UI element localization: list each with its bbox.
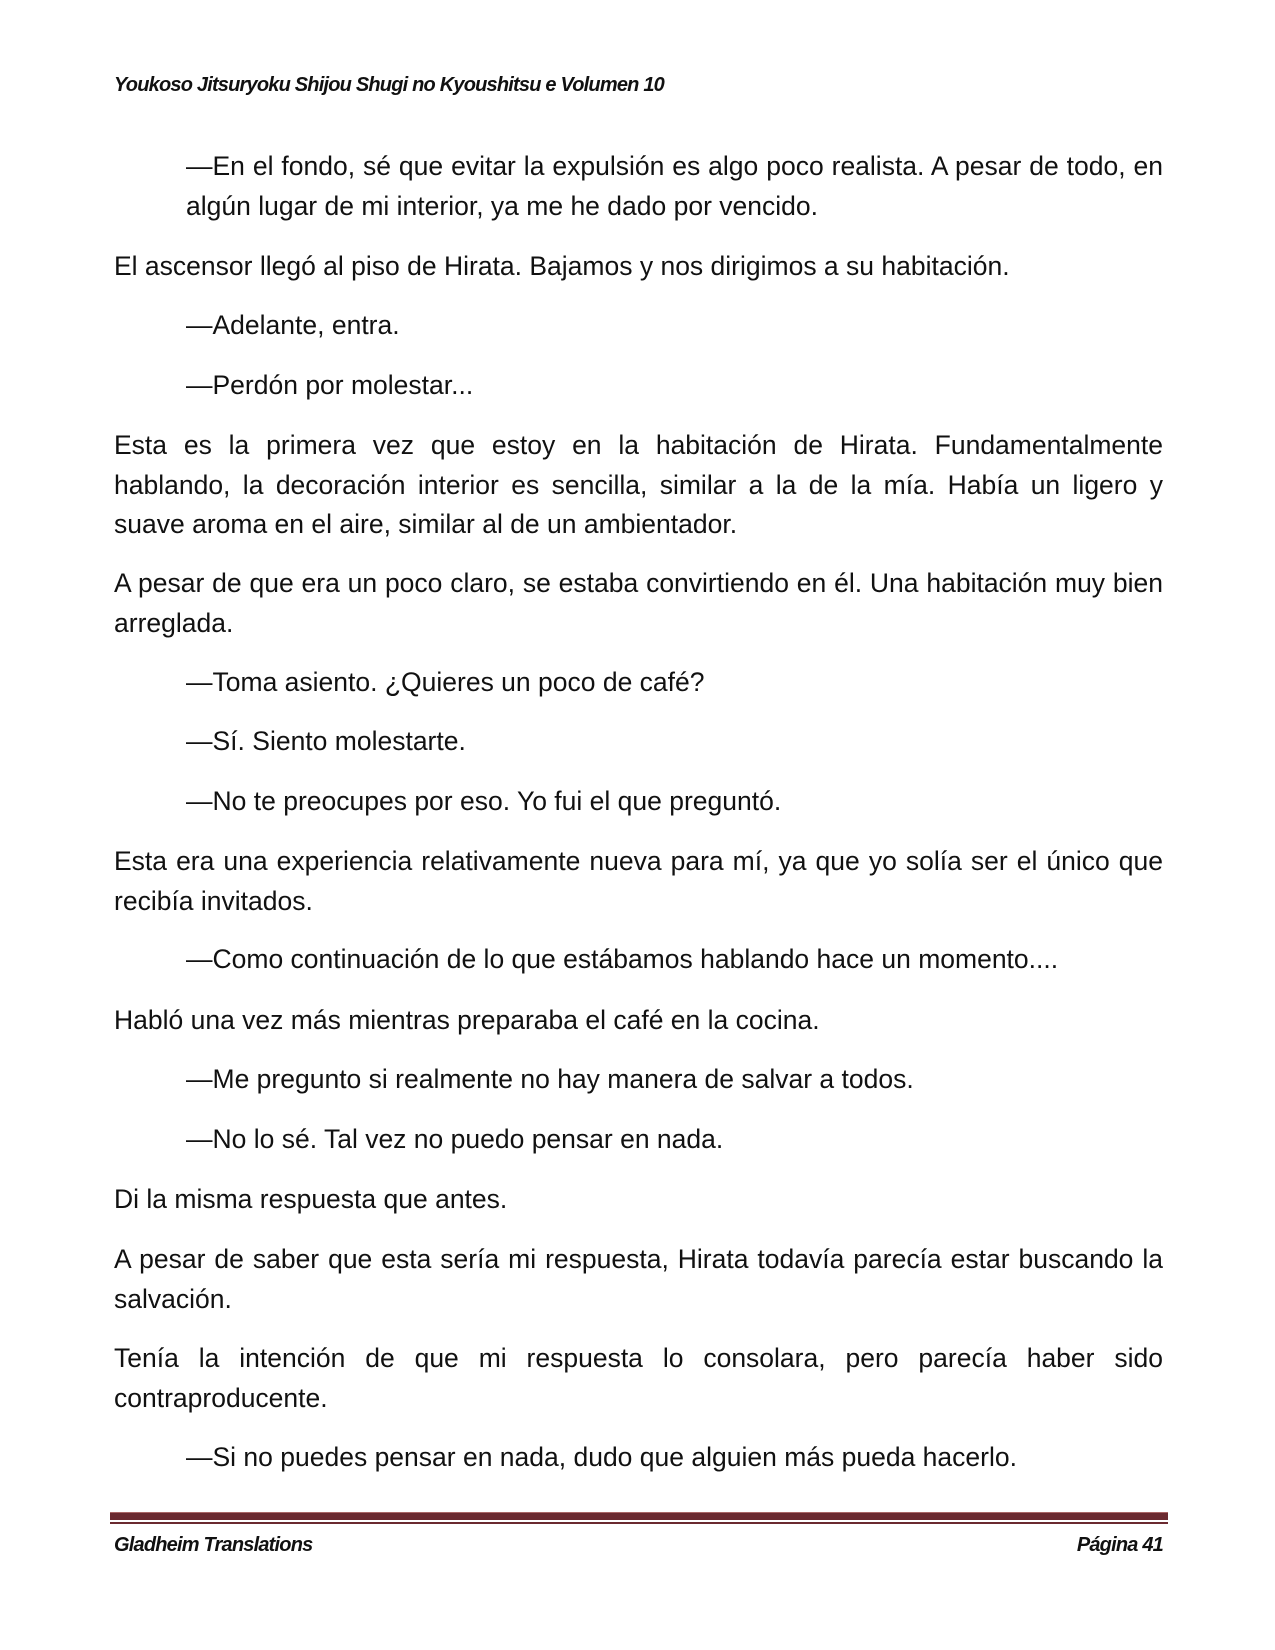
- dialogue-paragraph: —Sí. Siento molestarte.: [186, 726, 466, 756]
- running-header: Youkoso Jitsuryoku Shijou Shugi no Kyoushitsu e Volumen 10: [114, 74, 664, 96]
- footer-credit: Gladheim Translations: [114, 1534, 313, 1556]
- narration-paragraph: Tenía la intención de que mi respuesta lo consolara, pero parecía haber sido contraproducente.: [114, 1343, 1163, 1413]
- dialogue-paragraph: —Perdón por molestar...: [186, 370, 474, 400]
- dialogue-paragraph: —No lo sé. Tal vez no puedo pensar en nada.: [186, 1124, 724, 1154]
- dialogue-paragraph: —Toma asiento. ¿Quieres un poco de café?: [186, 667, 705, 697]
- narration-paragraph: Habló una vez más mientras preparaba el café en la cocina.: [114, 1005, 820, 1035]
- dialogue-paragraph: —Como continuación de lo que estábamos hablando hace un momento....: [186, 944, 1059, 974]
- dialogue-paragraph: —Adelante, entra.: [186, 310, 400, 340]
- dialogue-paragraph: —No te preocupes por eso. Yo fui el que preguntó.: [186, 786, 782, 816]
- page-number: Página 41: [1076, 1534, 1163, 1556]
- footer-rule: [110, 1512, 1168, 1520]
- narration-paragraph: Di la misma respuesta que antes.: [114, 1184, 508, 1214]
- narration-paragraph: El ascensor llegó al piso de Hirata. Bajamos y nos dirigimos a su habitación.: [114, 251, 1010, 281]
- footer-rule-thin: [110, 1522, 1168, 1524]
- dialogue-paragraph: —En el fondo, sé que evitar la expulsión es algo poco realista. A pesar de todo, en algún lugar de mi interior, ya me he dado por vencido.: [186, 151, 1163, 221]
- narration-paragraph: A pesar de que era un poco claro, se estaba convirtiendo en él. Una habitación muy bien arreglada.: [114, 568, 1163, 638]
- narration-paragraph: Esta es la primera vez que estoy en la habitación de Hirata. Fundamentalmente hablando, la decoración interior es sencilla, similar a la de la mía. Había un ligero y suave aroma en el aire, similar al de un ambientador.: [114, 430, 1163, 539]
- narration-paragraph: A pesar de saber que esta sería mi respuesta, Hirata todavía parecía estar buscando la salvación.: [114, 1244, 1163, 1314]
- narration-paragraph: Esta era una experiencia relativamente nueva para mí, ya que yo solía ser el único que recibía invitados.: [114, 846, 1163, 916]
- dialogue-paragraph: —Me pregunto si realmente no hay manera de salvar a todos.: [186, 1064, 914, 1094]
- dialogue-paragraph: —Si no puedes pensar en nada, dudo que alguien más pueda hacerlo.: [186, 1442, 1017, 1472]
